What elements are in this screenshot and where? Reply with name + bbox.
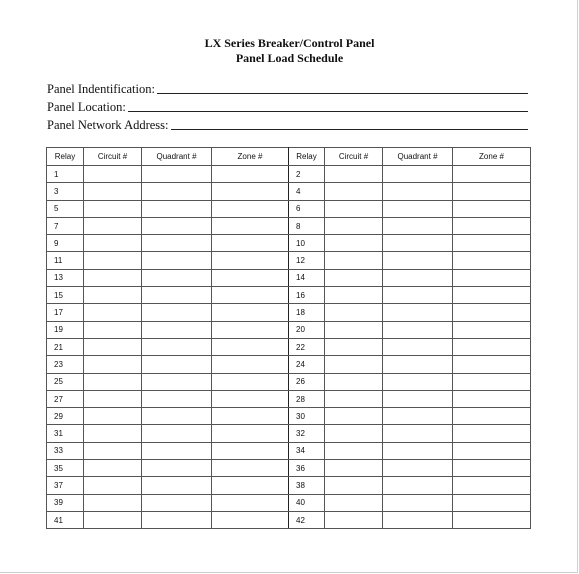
circuit-right-cell[interactable] [325, 287, 383, 304]
relay-right-cell: 4 [289, 183, 325, 200]
circuit-right-cell[interactable] [325, 390, 383, 407]
circuit-left-cell[interactable] [84, 477, 142, 494]
table-row [47, 442, 531, 459]
quadrant-left-cell[interactable] [142, 269, 212, 286]
relay-right-cell: 34 [289, 442, 325, 459]
quadrant-left-cell[interactable] [142, 390, 212, 407]
circuit-left-cell[interactable] [84, 408, 142, 425]
quadrant-right-cell[interactable] [383, 304, 453, 321]
relay-left-cell: 7 [47, 217, 84, 234]
table-row [47, 511, 531, 528]
zone-right-cell[interactable] [453, 287, 531, 304]
circuit-left-cell[interactable] [84, 511, 142, 528]
zone-right-cell[interactable] [453, 494, 531, 511]
header-relay-right: Relay [289, 148, 325, 166]
circuit-left-cell[interactable] [84, 356, 142, 373]
panel-network-address-field[interactable] [47, 118, 528, 132]
document-subtitle: Panel Load Schedule [235, 51, 344, 65]
quadrant-right-cell[interactable] [383, 269, 453, 286]
quadrant-right-cell[interactable] [383, 408, 453, 425]
zone-right-cell[interactable] [453, 390, 531, 407]
circuit-left-cell[interactable] [84, 494, 142, 511]
quadrant-left-cell[interactable] [142, 287, 212, 304]
circuit-left-cell[interactable] [84, 390, 142, 407]
quadrant-left-cell[interactable] [142, 477, 212, 494]
quadrant-left-cell[interactable] [142, 321, 212, 338]
load-schedule-table [46, 147, 531, 529]
relay-right-cell: 38 [289, 477, 325, 494]
header-zone-left: Zone # [212, 148, 289, 166]
circuit-left-cell[interactable] [84, 200, 142, 217]
quadrant-left-cell[interactable] [142, 408, 212, 425]
relay-right-cell: 2 [289, 166, 325, 183]
table-body [47, 166, 531, 529]
zone-left-cell[interactable] [212, 477, 289, 494]
relay-right-cell: 16 [289, 287, 325, 304]
zone-right-cell[interactable] [453, 200, 531, 217]
quadrant-right-cell[interactable] [383, 442, 453, 459]
relay-right-cell: 6 [289, 200, 325, 217]
relay-left-cell: 21 [47, 338, 84, 355]
table-row [47, 321, 531, 338]
zone-left-cell[interactable] [212, 408, 289, 425]
quadrant-right-cell[interactable] [383, 235, 453, 252]
quadrant-right-cell[interactable] [383, 477, 453, 494]
quadrant-left-cell[interactable] [142, 338, 212, 355]
zone-right-cell[interactable] [453, 460, 531, 477]
table-row [47, 408, 531, 425]
table-row [47, 304, 531, 321]
zone-right-cell[interactable] [453, 321, 531, 338]
quadrant-left-cell[interactable] [142, 373, 212, 390]
circuit-right-cell[interactable] [325, 321, 383, 338]
zone-left-cell[interactable] [212, 338, 289, 355]
zone-left-cell[interactable] [212, 442, 289, 459]
zone-right-cell[interactable] [453, 425, 531, 442]
zone-left-cell[interactable] [212, 460, 289, 477]
circuit-right-cell[interactable] [325, 304, 383, 321]
table-row [47, 269, 531, 286]
zone-left-cell[interactable] [212, 252, 289, 269]
quadrant-left-cell[interactable] [142, 252, 212, 269]
quadrant-left-cell[interactable] [142, 304, 212, 321]
circuit-right-cell[interactable] [325, 166, 383, 183]
zone-left-cell[interactable] [212, 166, 289, 183]
relay-right-cell: 20 [289, 321, 325, 338]
zone-left-cell[interactable] [212, 390, 289, 407]
quadrant-left-cell[interactable] [142, 511, 212, 528]
quadrant-right-cell[interactable] [383, 183, 453, 200]
quadrant-left-cell[interactable] [142, 217, 212, 234]
zone-left-cell[interactable] [212, 183, 289, 200]
zone-right-cell[interactable] [453, 166, 531, 183]
zone-left-cell[interactable] [212, 287, 289, 304]
panel-identification-blank[interactable] [157, 93, 528, 94]
circuit-right-cell[interactable] [325, 511, 383, 528]
relay-left-cell: 17 [47, 304, 84, 321]
circuit-right-cell[interactable] [325, 442, 383, 459]
relay-right-cell: 28 [289, 390, 325, 407]
relay-left-cell: 35 [47, 460, 84, 477]
quadrant-left-cell[interactable] [142, 235, 212, 252]
relay-left-cell: 11 [47, 252, 84, 269]
circuit-left-cell[interactable] [84, 287, 142, 304]
panel-identification-field[interactable] [47, 82, 528, 96]
relay-right-cell: 36 [289, 460, 325, 477]
table-row [47, 166, 531, 183]
zone-left-cell[interactable] [212, 356, 289, 373]
zone-left-cell[interactable] [212, 269, 289, 286]
quadrant-left-cell[interactable] [142, 494, 212, 511]
quadrant-left-cell[interactable] [142, 442, 212, 459]
circuit-right-cell[interactable] [325, 235, 383, 252]
circuit-right-cell[interactable] [325, 408, 383, 425]
relay-left-cell: 37 [47, 477, 84, 494]
relay-left-cell: 29 [47, 408, 84, 425]
panel-identification-label: Panel Indentification: [47, 82, 155, 96]
header-circuit-left: Circuit # [84, 148, 142, 166]
circuit-right-cell[interactable] [325, 477, 383, 494]
table-row [47, 252, 531, 269]
quadrant-right-cell[interactable] [383, 460, 453, 477]
header-quadrant-left: Quadrant # [142, 148, 212, 166]
zone-right-cell[interactable] [453, 511, 531, 528]
panel-location-field[interactable] [47, 100, 528, 114]
header-zone-right: Zone # [453, 148, 531, 166]
relay-right-cell: 24 [289, 356, 325, 373]
relay-right-cell: 40 [289, 494, 325, 511]
table-row [47, 373, 531, 390]
table-row [47, 200, 531, 217]
zone-right-cell[interactable] [453, 269, 531, 286]
zone-left-cell[interactable] [212, 511, 289, 528]
zone-left-cell[interactable] [212, 425, 289, 442]
relay-right-cell: 30 [289, 408, 325, 425]
table-row [47, 425, 531, 442]
circuit-left-cell[interactable] [84, 166, 142, 183]
circuit-left-cell[interactable] [84, 373, 142, 390]
quadrant-left-cell[interactable] [142, 200, 212, 217]
relay-right-cell: 18 [289, 304, 325, 321]
quadrant-right-cell[interactable] [383, 252, 453, 269]
header-quadrant-right: Quadrant # [383, 148, 453, 166]
relay-right-cell: 22 [289, 338, 325, 355]
circuit-left-cell[interactable] [84, 183, 142, 200]
document-title: LX Series Breaker/Control Panel [204, 36, 375, 50]
circuit-left-cell[interactable] [84, 235, 142, 252]
zone-right-cell[interactable] [453, 217, 531, 234]
circuit-left-cell[interactable] [84, 304, 142, 321]
quadrant-right-cell[interactable] [383, 511, 453, 528]
relay-left-cell: 5 [47, 200, 84, 217]
circuit-right-cell[interactable] [325, 373, 383, 390]
quadrant-right-cell[interactable] [383, 494, 453, 511]
zone-left-cell[interactable] [212, 373, 289, 390]
table-row [47, 217, 531, 234]
zone-right-cell[interactable] [453, 373, 531, 390]
relay-left-cell: 9 [47, 235, 84, 252]
table-header-row [47, 148, 531, 166]
zone-left-cell[interactable] [212, 200, 289, 217]
circuit-right-cell[interactable] [325, 217, 383, 234]
quadrant-right-cell[interactable] [383, 425, 453, 442]
panel-location-label: Panel Location: [47, 100, 126, 114]
table-row [47, 494, 531, 511]
table-row [47, 477, 531, 494]
circuit-right-cell[interactable] [325, 425, 383, 442]
circuit-right-cell[interactable] [325, 252, 383, 269]
quadrant-right-cell[interactable] [383, 287, 453, 304]
quadrant-right-cell[interactable] [383, 217, 453, 234]
panel-location-blank[interactable] [128, 111, 528, 112]
zone-right-cell[interactable] [453, 183, 531, 200]
quadrant-left-cell[interactable] [142, 183, 212, 200]
relay-left-cell: 19 [47, 321, 84, 338]
quadrant-right-cell[interactable] [383, 200, 453, 217]
quadrant-right-cell[interactable] [383, 166, 453, 183]
circuit-left-cell[interactable] [84, 321, 142, 338]
relay-left-cell: 31 [47, 425, 84, 442]
zone-left-cell[interactable] [212, 235, 289, 252]
circuit-left-cell[interactable] [84, 217, 142, 234]
zone-right-cell[interactable] [453, 235, 531, 252]
table-row [47, 338, 531, 355]
zone-left-cell[interactable] [212, 217, 289, 234]
relay-right-cell: 10 [289, 235, 325, 252]
quadrant-left-cell[interactable] [142, 460, 212, 477]
circuit-right-cell[interactable] [325, 460, 383, 477]
table-row [47, 390, 531, 407]
relay-left-cell: 15 [47, 287, 84, 304]
zone-right-cell[interactable] [453, 408, 531, 425]
relay-left-cell: 25 [47, 373, 84, 390]
zone-right-cell[interactable] [453, 442, 531, 459]
quadrant-right-cell[interactable] [383, 338, 453, 355]
circuit-right-cell[interactable] [325, 269, 383, 286]
relay-right-cell: 26 [289, 373, 325, 390]
relay-left-cell: 13 [47, 269, 84, 286]
relay-right-cell: 32 [289, 425, 325, 442]
relay-right-cell: 8 [289, 217, 325, 234]
circuit-right-cell[interactable] [325, 338, 383, 355]
circuit-left-cell[interactable] [84, 425, 142, 442]
zone-left-cell[interactable] [212, 494, 289, 511]
relay-right-cell: 12 [289, 252, 325, 269]
relay-left-cell: 27 [47, 390, 84, 407]
panel-network-address-label: Panel Network Address: [47, 118, 169, 132]
circuit-right-cell[interactable] [325, 356, 383, 373]
quadrant-right-cell[interactable] [383, 356, 453, 373]
header-circuit-right: Circuit # [325, 148, 383, 166]
quadrant-left-cell[interactable] [142, 166, 212, 183]
zone-left-cell[interactable] [212, 321, 289, 338]
quadrant-left-cell[interactable] [142, 425, 212, 442]
panel-network-address-blank[interactable] [171, 129, 528, 130]
relay-left-cell: 3 [47, 183, 84, 200]
circuit-left-cell[interactable] [84, 269, 142, 286]
table-row [47, 235, 531, 252]
relay-left-cell: 1 [47, 166, 84, 183]
quadrant-right-cell[interactable] [383, 321, 453, 338]
circuit-left-cell[interactable] [84, 252, 142, 269]
relay-right-cell: 42 [289, 511, 325, 528]
relay-left-cell: 23 [47, 356, 84, 373]
zone-right-cell[interactable] [453, 338, 531, 355]
table-row [47, 356, 531, 373]
quadrant-left-cell[interactable] [142, 356, 212, 373]
header-relay-left: Relay [47, 148, 84, 166]
zone-left-cell[interactable] [212, 304, 289, 321]
table-row [47, 183, 531, 200]
relay-left-cell: 39 [47, 494, 84, 511]
circuit-left-cell[interactable] [84, 338, 142, 355]
relay-left-cell: 33 [47, 442, 84, 459]
zone-right-cell[interactable] [453, 356, 531, 373]
circuit-right-cell[interactable] [325, 183, 383, 200]
table-row [47, 287, 531, 304]
quadrant-right-cell[interactable] [383, 390, 453, 407]
zone-right-cell[interactable] [453, 477, 531, 494]
quadrant-right-cell[interactable] [383, 373, 453, 390]
zone-right-cell[interactable] [453, 252, 531, 269]
relay-right-cell: 14 [289, 269, 325, 286]
relay-left-cell: 41 [47, 511, 84, 528]
table-row [47, 460, 531, 477]
circuit-left-cell[interactable] [84, 460, 142, 477]
circuit-right-cell[interactable] [325, 200, 383, 217]
circuit-right-cell[interactable] [325, 494, 383, 511]
circuit-left-cell[interactable] [84, 442, 142, 459]
zone-right-cell[interactable] [453, 304, 531, 321]
